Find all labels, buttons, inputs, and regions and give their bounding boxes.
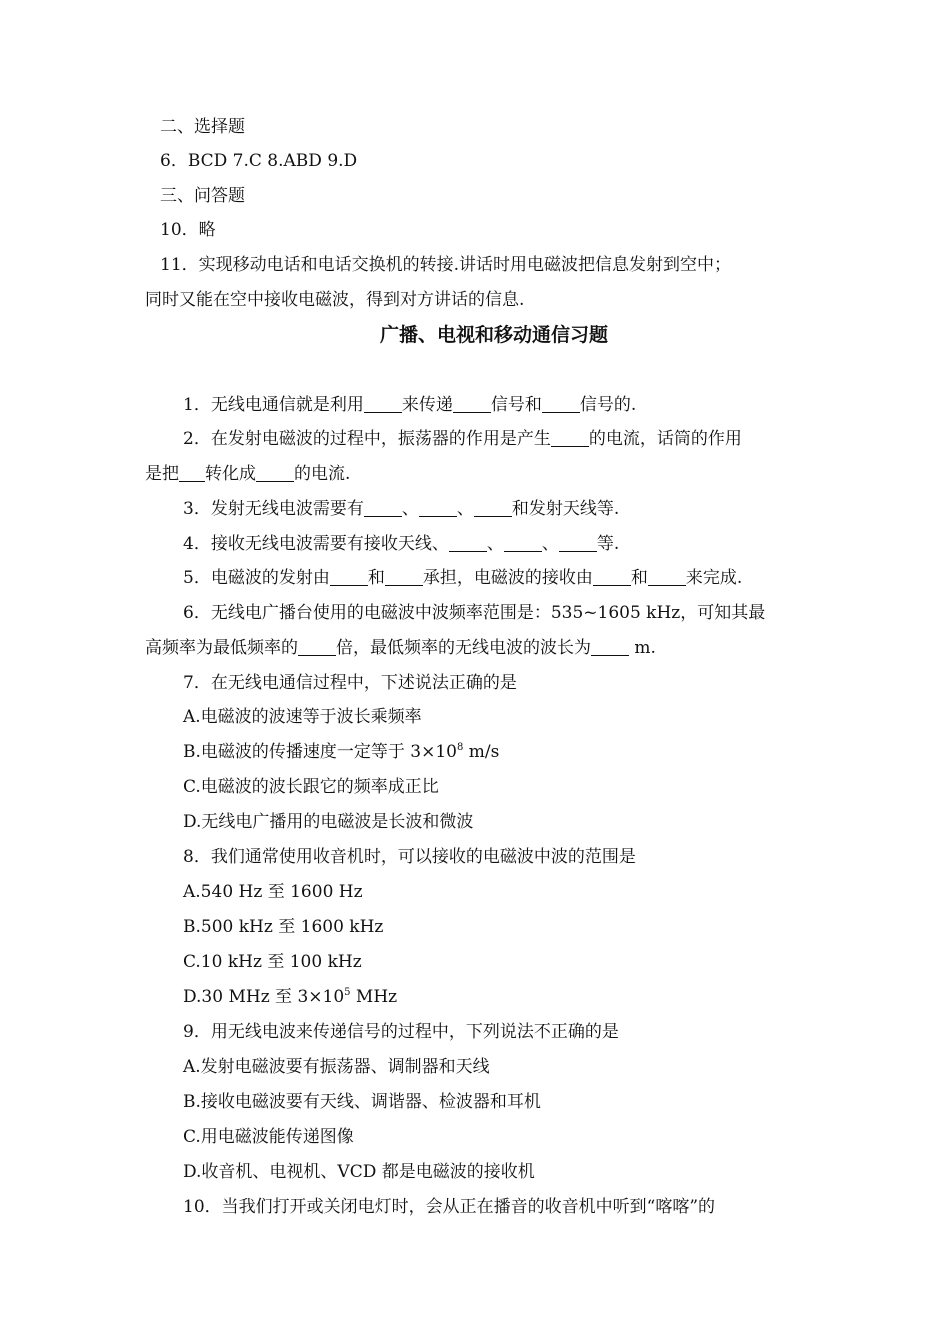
question-7-option-b: B.电磁波的传播速度一定等于 $3\times 10^8$ m/s [183,742,500,762]
question-3: 3．发射无线电波需要有 、 、 和发射天线等. [183,499,620,519]
question-8-option-b: B.500 kHz 至 1600 kHz [183,917,384,937]
question-9-stem: 9．用无线电波来传递信号的过程中，下列说法不正确的是 [183,1022,619,1042]
question-8-option-a: A.540 Hz 至 1600 Hz [183,882,363,902]
section-heading-choice: 二、选择题 [160,117,245,137]
question-2-cont: 是把 转化成 的电流. [145,464,351,484]
answer-blank [648,569,686,586]
answer-blank [504,535,542,552]
answer-blank [474,500,512,517]
exercise-title: 广播、电视和移动通信习题 [379,324,608,346]
question-8-option-d: D.30 MHz 至 $3\times 10^5$ MHz [183,987,398,1007]
answer-blank [385,569,423,586]
answer-blank [559,535,597,552]
question-9-option-d: D.收音机、电视机、VCD 都是电磁波的接收机 [183,1162,535,1182]
question-8-option-c: C.10 kHz 至 100 kHz [183,952,362,972]
answer-blank [364,396,402,413]
question-7-stem: 7．在无线电通信过程中，下述说法正确的是 [183,673,517,693]
question-6: 6．无线电广播台使用的电磁波中波频率范围是：535~1605 kHz，可知其最 [183,603,766,623]
question-4: 4．接收无线电波需要有接收天线、 、 、 等. [183,534,620,554]
answer-blank [419,500,457,517]
question-7-option-a: A.电磁波的波速等于波长乘频率 [183,707,422,727]
question-1: 1．无线电通信就是利用 来传递 信号和 信号的. [183,395,637,415]
answer-blank [593,569,631,586]
question-9-option-b: B.接收电磁波要有天线、调谐器、检波器和耳机 [183,1092,541,1112]
answer-blank [330,569,368,586]
answer-line-11: 11．实现移动电话和电话交换机的转接.讲话时用电磁波把信息发射到空中； [160,255,732,275]
question-9-option-c: C.用电磁波能传递图像 [183,1127,354,1147]
answer-blank [179,465,205,482]
question-7-option-c: C.电磁波的波长跟它的频率成正比 [183,777,439,797]
answer-line-10: 10．略 [160,220,216,240]
question-10-stem: 10．当我们打开或关闭电灯时，会从正在播音的收音机中听到“喀喀”的 [183,1197,716,1217]
answer-blank [298,639,336,656]
section-heading-qa: 三、问答题 [160,186,245,206]
question-6-cont: 高频率为最低频率的 倍，最低频率的无线电波的波长为 m. [145,638,656,658]
question-9-option-a: A.发射电磁波要有振荡器、调制器和天线 [183,1057,490,1077]
question-2: 2．在发射电磁波的过程中，振荡器的作用是产生 的电流，话筒的作用 [183,429,742,449]
question-7-option-d: D.无线电广播用的电磁波是长波和微波 [183,812,474,832]
answer-line-11-cont: 同时又能在空中接收电磁波，得到对方讲话的信息. [145,290,525,310]
answer-blank [453,396,491,413]
answer-line-6-9: 6．BCD 7.C 8.ABD 9.D [160,151,358,171]
question-8-stem: 8．我们通常使用收音机时，可以接收的电磁波中波的范围是 [183,847,636,867]
answer-blank [449,535,487,552]
answer-blank [551,430,589,447]
answer-blank [256,465,294,482]
question-5: 5．电磁波的发射由 和 承担，电磁波的接收由 和 来完成. [183,568,743,588]
answer-blank [542,396,580,413]
answer-blank [591,639,629,656]
answer-blank [364,500,402,517]
